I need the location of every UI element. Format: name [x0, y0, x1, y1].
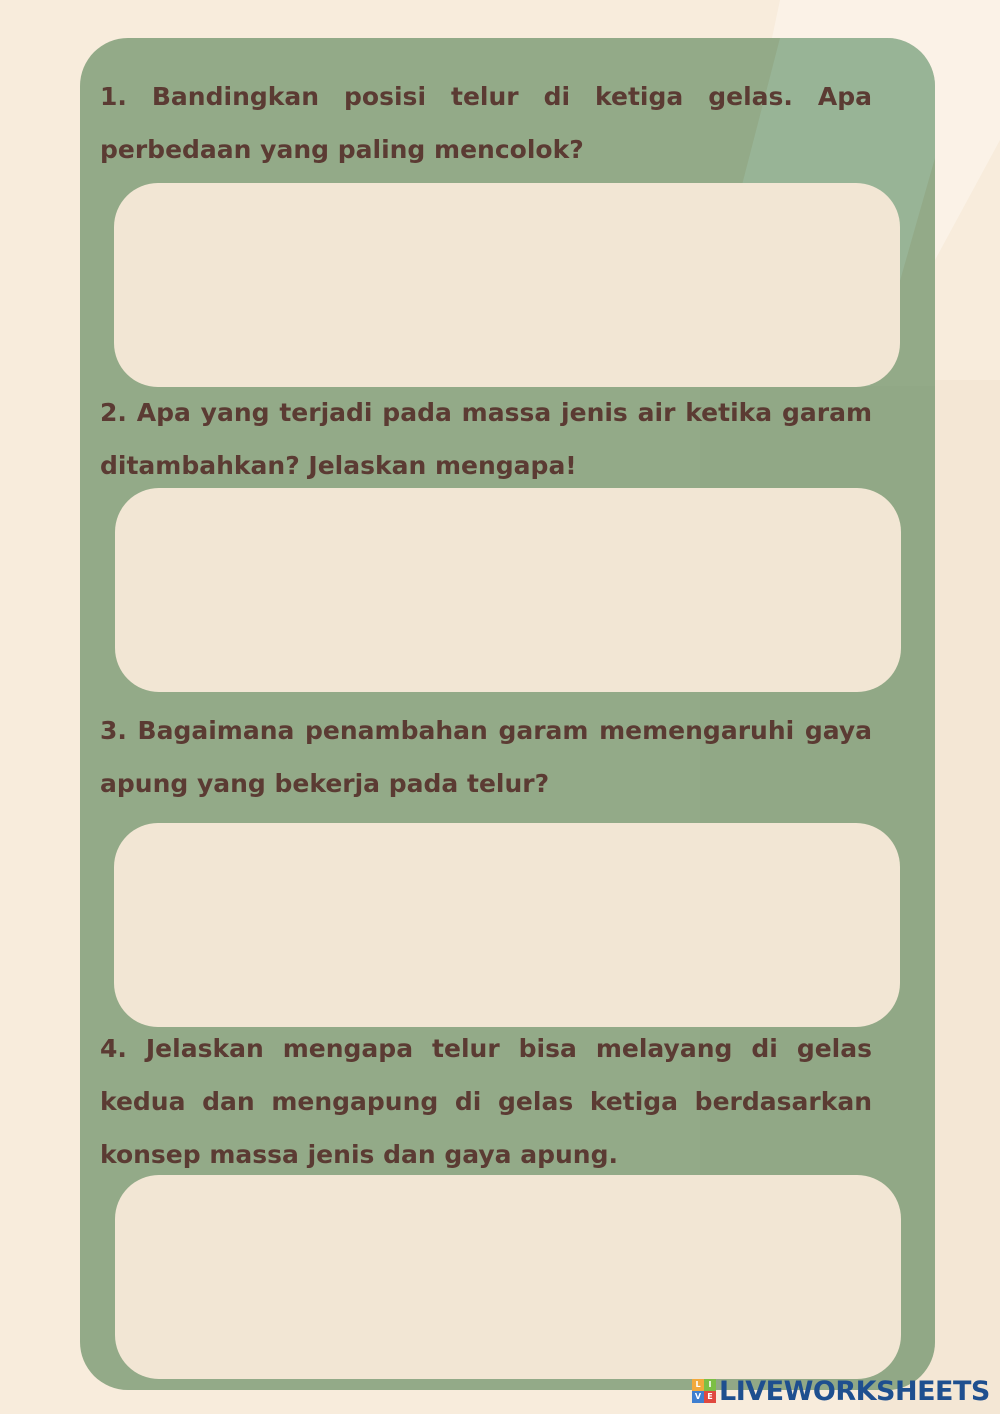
answer-2-input[interactable] — [115, 488, 901, 692]
liveworksheets-logo — [692, 1374, 990, 1408]
question-3-text: 3. Bagaimana penambahan garam memengaruhi gaya apung yang bekerja pada telur? — [100, 716, 872, 798]
question-1-text: 1. Bandingkan posisi telur di ketiga gelas. Apa perbedaan yang paling mencolok? — [100, 82, 872, 164]
liveworksheets-logo-text: LIVEWORKSHEETS — [719, 1375, 990, 1407]
worksheet-card — [80, 38, 935, 1390]
liveworksheets-logo-icon — [692, 1379, 716, 1403]
logo-letter-v: V — [692, 1391, 704, 1403]
answer-4-input[interactable] — [115, 1175, 901, 1379]
logo-letter-e: E — [704, 1391, 716, 1403]
logo-letter-l: L — [692, 1379, 704, 1391]
answer-1-input[interactable] — [114, 183, 900, 387]
question-2-text: 2. Apa yang terjadi pada massa jenis air ketika garam ditambahkan? Jelaskan mengapa! — [100, 398, 872, 480]
question-4-text: 4. Jelaskan mengapa telur bisa melayang di gelas kedua dan mengapung di gelas ketiga berdasarkan konsep massa jenis dan gaya apung. — [100, 1034, 872, 1169]
answer-3-input[interactable] — [114, 823, 900, 1027]
logo-letter-i: I — [704, 1379, 716, 1391]
